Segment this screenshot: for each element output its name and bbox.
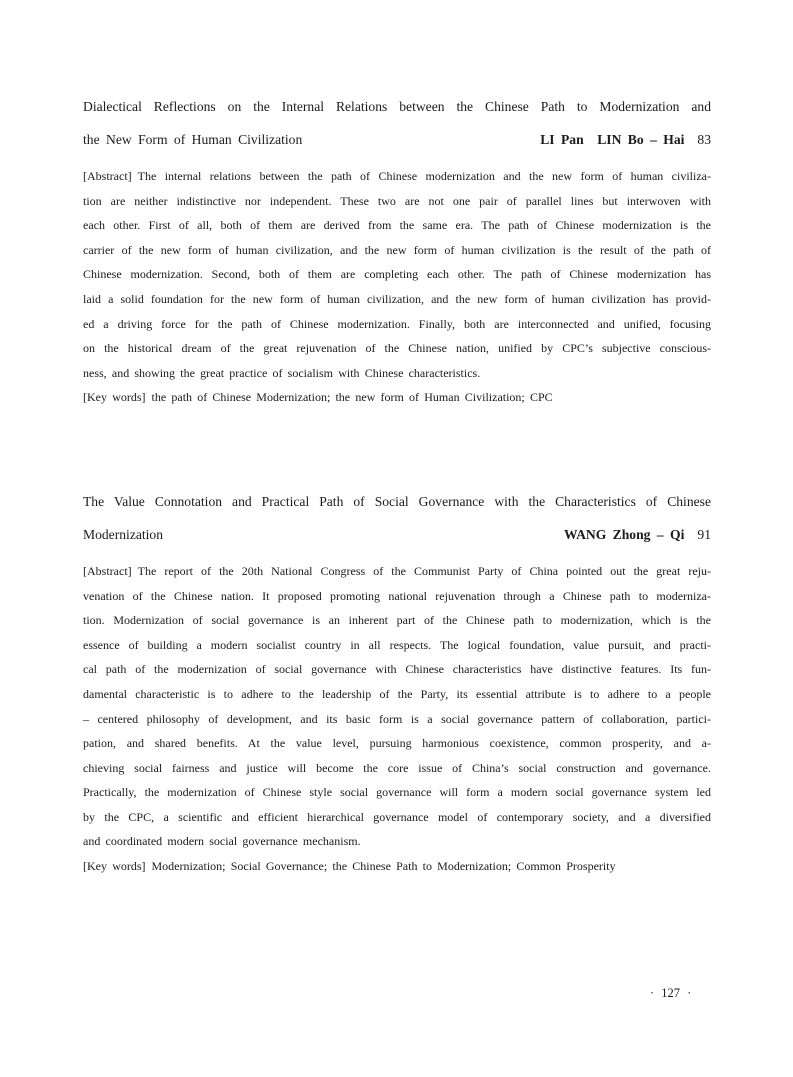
abstract-line: laid a solid foundation for the new form of human civilization, and the new form of human civilization has provid- [83,291,711,306]
article-title-line-1: Dialectical Reflections on the Internal Relations between the Chinese Path to Modernization and [83,99,711,114]
page-number-footer: · 127 · [650,986,692,1000]
article-abstract [83,559,711,854]
abstract-line: cal path of the modernization of social governance with Chinese characteristics have distinctive features. Its fun- [83,662,711,677]
abstract-line: tion are neither indistinctive nor independent. These two are not one pair of parallel lines but interwoven with [83,193,711,208]
article-keywords: [Key words] the path of Chinese Modernization; the new form of Human Civilization; CPC [83,390,553,405]
abstract-line: [Abstract] The internal relations between the path of Chinese modernization and the new form of human civiliza- [83,169,711,183]
abstract-line: Practically, the modernization of Chinese style social governance will form a modern social governance system led [83,785,711,800]
article-page-number: 91 [697,526,711,542]
abstract-line: [Abstract] The report of the 20th National Congress of the Communist Party of China pointed out the great reju- [83,563,711,578]
article-title-2 [83,485,711,551]
article-byline [540,123,711,156]
page-content [83,90,711,879]
abstract-line: carrier of the new form of human civilization, and the new form of human civilization is the result of the path of [83,242,711,257]
article-entry-2 [83,485,711,879]
abstract-line: by the CPC, a scientific and efficient hierarchical governance model of contemporary society, and a diversified [83,809,711,824]
abstract-line: Chinese modernization. Second, both of them are completing each other. The path of Chinese modernization has [83,267,711,282]
article-abstract [83,164,711,385]
abstract-line: and coordinated modern social governance mechanism. [83,834,361,849]
abstract-line: damental characteristic is to adhere to the leadership of the Party, its essential attribute is to adhere to a people [83,686,711,701]
abstract-line: ed a driving force for the path of Chinese modernization. Finally, both are interconnected and unified, focusing [83,316,711,331]
abstract-line: ness, and showing the great practice of socialism with Chinese characteristics. [83,365,481,380]
abstract-line: essence of building a modern socialist country in all respects. The logical foundation, value pursuit, and practi- [83,637,711,652]
article-authors: LI Pan LIN Bo – Hai [540,132,685,147]
article-title-line-1: The Value Connotation and Practical Path of Social Governance with the Characteristics of Chinese [83,493,711,509]
abstract-line: tion. Modernization of social governance is an inherent part of the Chinese path to modernization, which is the [83,613,711,628]
article-byline [564,518,711,551]
article-keywords: [Key words] Modernization; Social Governance; the Chinese Path to Modernization; Common Prosperity [83,859,616,874]
article-title-line-2 [83,518,711,551]
article-title-continuation: the New Form of Human Civilization [83,132,303,147]
abstract-line: venation of the Chinese nation. It proposed promoting national rejuvenation through a Chinese path to moderniza- [83,588,711,603]
abstract-line: chieving social fairness and justice will become the core issue of China’s social construction and governance. [83,760,711,775]
article-entry-1 [83,90,711,410]
article-authors: WANG Zhong – Qi [563,526,685,542]
article-title-continuation: Modernization [83,526,164,542]
article-title-line-2 [83,123,711,156]
abstract-line: – centered philosophy of development, and its basic form is a social governance pattern of collaboration, partici- [83,711,711,726]
article-page-number: 83 [697,132,711,147]
abstract-line: pation, and shared benefits. At the value level, pursuing harmonious coexistence, common prosperity, and a- [83,736,711,751]
abstract-line: on the historical dream of the great rejuvenation of the Chinese nation, unified by CPC’s subjective conscious- [83,341,711,356]
article-title-1 [83,90,711,156]
abstract-line: each other. First of all, both of them are derived from the same era. The path of Chinese modernization is the [83,218,711,233]
